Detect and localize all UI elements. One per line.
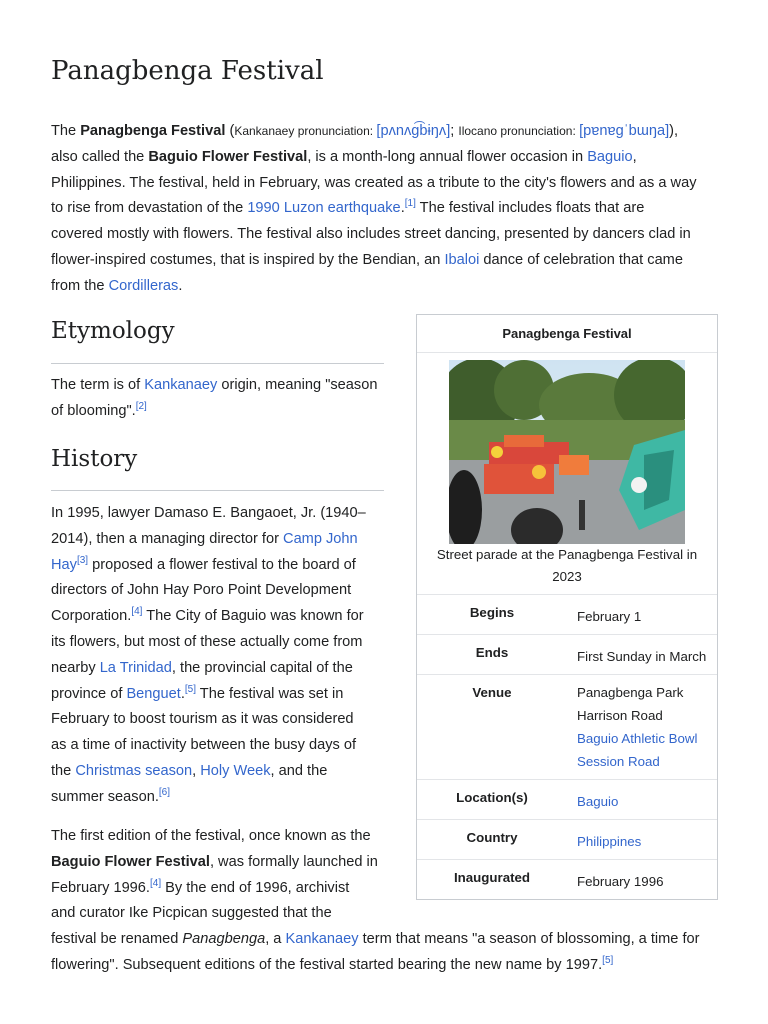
text-line: directors of John Hay Poro Point Development — [51, 582, 352, 599]
kankanaey-link[interactable]: Kankanaey — [285, 931, 359, 948]
text: , the provincial capital of the — [171, 659, 353, 676]
text: . — [400, 200, 405, 217]
row-value — [567, 675, 717, 779]
infobox-title: Panagbenga Festival — [417, 315, 717, 353]
reference-link[interactable]: [5] — [184, 683, 197, 695]
italic-term: Panagbenga — [182, 931, 266, 948]
text-line: February to boost tourism as it was considered — [51, 711, 354, 728]
text: February 1996. — [51, 879, 150, 896]
baguio-link[interactable]: Baguio — [587, 148, 633, 165]
text: , — [192, 762, 201, 779]
text-line: and curator Ike Picpican suggested that the — [51, 905, 332, 922]
text-line — [51, 399, 391, 425]
text: dance of celebration that came — [479, 251, 683, 268]
text: The term is of — [51, 377, 145, 393]
infobox-caption: Street parade at the Panagbenga Festival in 2023 — [436, 547, 698, 584]
pronunciation-label: Ilocano pronunciation: — [458, 124, 580, 138]
text-line — [51, 604, 396, 630]
row-value — [567, 780, 717, 819]
row-label: Location(s) — [456, 790, 528, 805]
ibaloi-link[interactable]: Ibaloi — [444, 251, 480, 268]
text-line: as a time of inactivity between the busy days of — [51, 737, 357, 754]
camp-john-hay-link[interactable]: Camp John — [283, 530, 358, 547]
venue-item: Panagbenga Park — [577, 685, 684, 700]
text: , is a month-long annual flower occasion in — [307, 148, 588, 165]
section-divider — [51, 363, 384, 364]
text: By the end of 1996, archivist — [161, 879, 350, 896]
text-line — [51, 953, 731, 979]
row-label: Begins — [469, 605, 515, 620]
kankanaey-link[interactable]: Kankanaey — [144, 377, 218, 393]
text-line: its flowers, but most of these actually come from — [51, 633, 363, 650]
infobox-row-ends — [417, 634, 717, 674]
text-line: In 1995, lawyer Damaso E. Bangaoet, Jr. (1940– — [51, 505, 366, 521]
text: summer season. — [51, 788, 159, 805]
text-line: The first edition of the festival, once known as the — [51, 828, 371, 844]
intro-line — [51, 119, 721, 145]
text-line — [51, 373, 391, 399]
text: . — [178, 277, 183, 294]
bold-term: Baguio Flower Festival — [51, 853, 210, 870]
text-line — [51, 785, 396, 811]
text: The festival includes floats that are — [415, 200, 645, 217]
reference-link[interactable]: [5] — [602, 955, 614, 967]
history-paragraph-1 — [51, 501, 396, 811]
infobox-row-country — [417, 819, 717, 859]
text: from the — [51, 277, 109, 294]
cordilleras-link[interactable]: Cordilleras — [108, 277, 179, 294]
text: The — [51, 123, 81, 139]
infobox-row-begins — [417, 594, 717, 634]
row-value: February 1 — [577, 609, 642, 624]
text: origin, meaning "season — [217, 377, 378, 393]
infobox-image-container — [417, 353, 717, 544]
baguio-athletic-bowl-link[interactable]: Baguio Athletic Bowl — [577, 731, 698, 746]
text-line — [51, 759, 396, 785]
festival-parade-photo[interactable] — [449, 360, 685, 544]
text: ), — [669, 123, 679, 139]
la-trinidad-link[interactable]: La Trinidad — [99, 659, 172, 676]
text: , a — [265, 931, 286, 948]
text: The festival was set in — [196, 685, 344, 702]
row-value: February 1996 — [577, 874, 664, 889]
text: festival be renamed — [51, 931, 183, 948]
reference-link[interactable]: [4] — [149, 877, 162, 889]
text: , and the — [270, 762, 328, 779]
text: of blooming". — [51, 402, 136, 419]
reference-link[interactable]: [3] — [76, 554, 89, 566]
text-line — [51, 553, 396, 579]
text: the — [51, 762, 76, 779]
history-heading: History — [51, 446, 138, 472]
text-line — [51, 682, 396, 708]
intro-paragraph — [51, 119, 721, 300]
bold-term: Baguio Flower Festival — [148, 148, 308, 165]
ilocano-ipa-link[interactable]: [pɐnɐɡˈbɯŋa] — [579, 123, 670, 139]
infobox-row-venue — [417, 674, 717, 779]
row-value — [567, 820, 717, 859]
text: also called the — [51, 148, 149, 165]
text: Corporation. — [51, 608, 132, 625]
intro-line — [51, 196, 721, 222]
text: ( — [225, 123, 235, 139]
bold-term: Panagbenga Festival — [80, 123, 226, 139]
text: province of — [51, 685, 127, 702]
infobox — [416, 314, 718, 900]
venue-item: Harrison Road — [577, 708, 663, 723]
row-label: Ends — [475, 645, 509, 660]
kankanaey-ipa-link[interactable]: [pʌnʌɡ͡bɨŋʌ] — [376, 123, 451, 139]
row-value: First Sunday in March — [577, 649, 707, 664]
etymology-heading: Etymology — [51, 318, 175, 344]
text: to rise from devastation of the — [51, 200, 248, 217]
page-title: Panagbenga Festival — [51, 56, 324, 86]
baguio-link[interactable]: Baguio — [577, 794, 619, 809]
intro-line — [51, 274, 721, 300]
text-line — [51, 656, 396, 682]
reference-link[interactable]: [4] — [131, 606, 143, 618]
text: . — [180, 685, 185, 702]
row-label: Inaugurated — [453, 870, 531, 885]
section-divider — [51, 490, 384, 491]
reference-link[interactable]: [2] — [135, 400, 147, 412]
text: flowering". Subsequent editions of the festival started bearing the new name by 1997. — [51, 956, 603, 973]
text: nearby — [51, 659, 100, 676]
infobox-row-inaugurated — [417, 859, 717, 899]
row-label: Venue — [472, 685, 512, 700]
text: proposed a flower festival to the board of — [88, 556, 356, 573]
text: ; — [450, 123, 459, 139]
text: , — [632, 148, 637, 165]
pronunciation-label: Kankanaey pronunciation: — [234, 124, 377, 138]
reference-link[interactable]: [1] — [404, 198, 416, 210]
intro-line — [51, 248, 721, 274]
text: 2014), then a managing director for — [51, 530, 284, 547]
session-road-link[interactable]: Session Road — [577, 754, 660, 769]
text-line — [51, 527, 396, 553]
text: term that means "a season of blossoming, a time for — [358, 931, 700, 948]
text-line — [51, 927, 731, 953]
benguet-link[interactable]: Benguet — [126, 685, 181, 702]
text: flower-inspired costumes, that is inspired by the Bendian, an — [51, 251, 445, 268]
holy-week-link[interactable]: Holy Week — [200, 762, 271, 779]
intro-line — [51, 145, 721, 171]
intro-line: covered mostly with flowers. The festival also includes street dancing, presented by dancers clad in — [51, 226, 691, 243]
camp-john-hay-link[interactable]: Hay — [51, 556, 77, 573]
etymology-paragraph — [51, 373, 391, 425]
row-label: Country — [466, 830, 518, 845]
reference-link[interactable]: [6] — [158, 786, 170, 798]
text: The City of Baguio was known for — [142, 608, 364, 625]
philippines-link[interactable]: Philippines — [577, 834, 642, 849]
christmas-season-link[interactable]: Christmas season — [75, 762, 193, 779]
text: , was formally launched in — [209, 853, 378, 870]
infobox-row-location — [417, 779, 717, 819]
intro-line: Philippines. The festival, held in February, was created as a tribute to the city's flowers and as a way — [51, 174, 697, 191]
luzon-earthquake-link[interactable]: 1990 Luzon earthquake — [247, 200, 401, 217]
